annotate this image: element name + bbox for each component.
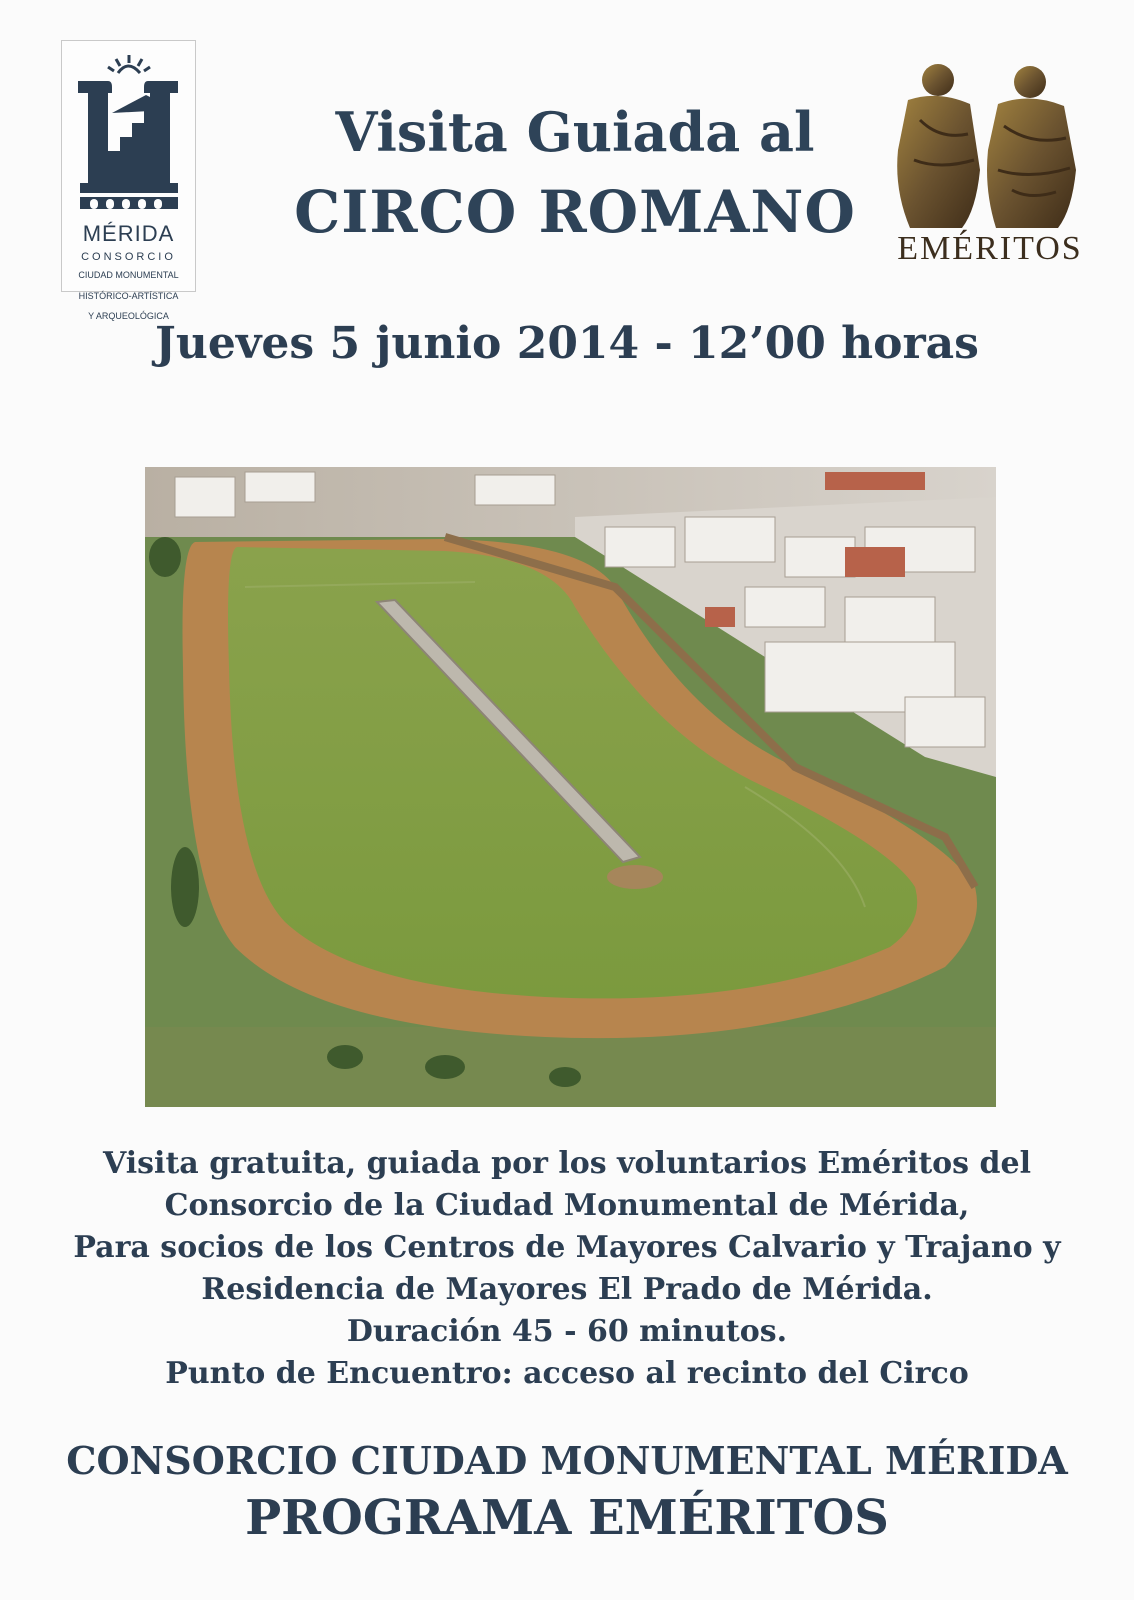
footer-program: PROGRAMA EMÉRITOS — [245, 1490, 889, 1546]
logo-city-name: MÉRIDA — [82, 221, 175, 246]
description-line: Consorcio de la Ciudad Monumental de Mérida, — [164, 1188, 970, 1223]
logo-consorcio: CONSORCIO — [81, 251, 176, 263]
event-description — [0, 1143, 1134, 1395]
column-emblem-icon — [76, 51, 181, 211]
logo-line-4: Y ARQUEOLÓGICA — [88, 311, 169, 321]
title-line-1: Visita Guiada al — [335, 100, 815, 164]
description-line: Duración 45 - 60 minutos. — [346, 1314, 788, 1349]
logo-line-2: CIUDAD MONUMENTAL — [78, 270, 179, 280]
event-date: Jueves 5 junio 2014 - 12’00 horas — [155, 318, 979, 369]
emeritos-logo — [880, 60, 1100, 275]
footer-organization: CONSORCIO CIUDAD MONUMENTAL MÉRIDA — [66, 1438, 1068, 1483]
bronze-statue-icon — [880, 60, 1100, 230]
description-line: Para socios de los Centros de Mayores Calvario y Trajano y — [73, 1230, 1061, 1265]
description-line: Punto de Encuentro: acceso al recinto del Circo — [165, 1356, 969, 1391]
description-line: Residencia de Mayores El Prado de Mérida. — [201, 1272, 933, 1307]
title-line-2: CIRCO ROMANO — [294, 178, 856, 246]
circus-aerial-photo — [145, 467, 996, 1107]
merida-consortium-logo — [61, 40, 196, 321]
logo-line-3: HISTÓRICO-ARTÍSTICA — [78, 291, 179, 301]
emeritos-logo-text: EMÉRITOS — [897, 230, 1083, 267]
description-line: Visita gratuita, guiada por los voluntarios Eméritos del — [103, 1146, 1031, 1181]
